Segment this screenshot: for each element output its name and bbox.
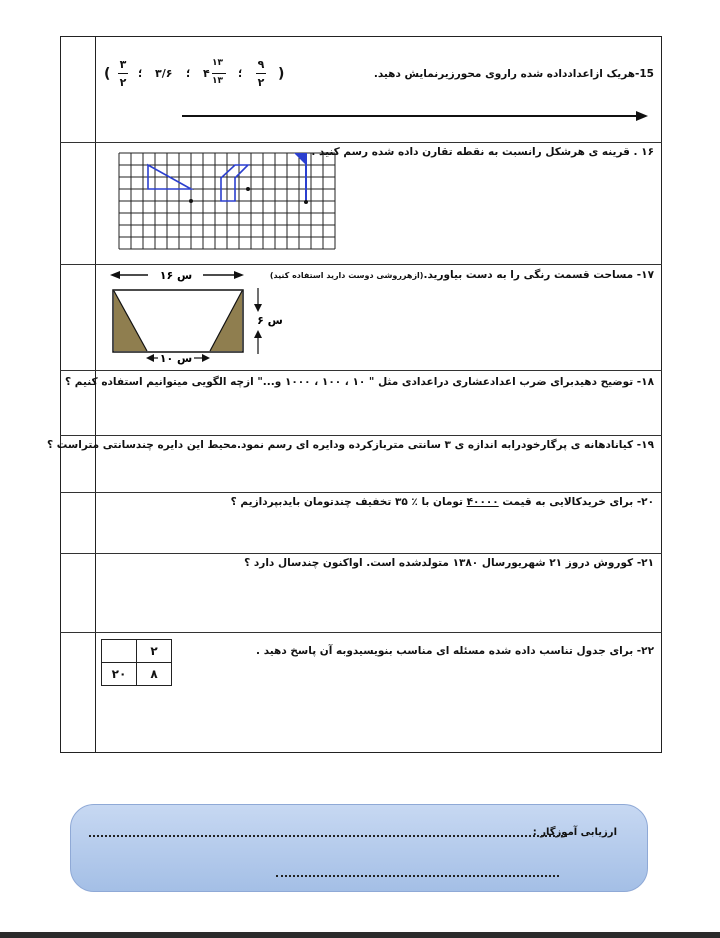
symmetry-point	[246, 187, 250, 191]
fraction-bar	[212, 73, 226, 74]
separator: ؛	[138, 67, 143, 80]
fraction-bar	[256, 73, 266, 74]
row-divider	[60, 632, 662, 633]
trapezoid-figure	[108, 264, 283, 368]
symmetry-point	[189, 199, 193, 203]
mixed-whole: ۴	[203, 67, 210, 80]
question-20-price: ۴۰۰۰۰	[466, 496, 499, 508]
symmetry-point	[304, 200, 308, 204]
question-22: ۲۲- برای جدول تناسب داده شده مسئله ای مناسب بنویسیدوبه آن پاسخ دهید .	[256, 645, 654, 657]
row-divider	[60, 435, 662, 436]
separator: ؛	[238, 67, 243, 80]
question-21: ۲۱- کوروش دروز ۲۱ شهریورسال ۱۳۸۰ متولدشده است. اواکنون چندسال دارد ؟	[244, 557, 654, 569]
pentagon-shape	[221, 165, 248, 201]
table-cell: ۲	[137, 640, 172, 663]
paren-close: )	[278, 66, 285, 82]
mixed-denominator: ۱۳	[212, 76, 223, 86]
question-17	[270, 269, 654, 281]
question-20-text: ۲۰- برای خریدکالایی به قیمت	[502, 496, 654, 508]
flag-shape	[294, 153, 306, 165]
row-divider	[60, 553, 662, 554]
table-cell: ۲۰	[102, 663, 137, 686]
table-cell: ۸	[137, 663, 172, 686]
question-18: ۱۸- توضیح دهیدبرای ضرب اعدادعشاری دراعدادی مثل " ۱۰ ، ۱۰۰ ، ۱۰۰۰ و..." ازچه الگویی میتوانیم استفاده کنیم ؟	[65, 376, 654, 388]
decimal-number: ۳/۶	[155, 67, 173, 80]
fraction-numerator: ۹	[257, 58, 265, 71]
number-line	[180, 110, 650, 122]
fraction-denominator: ۲	[257, 76, 265, 89]
bottom-dimension-label: ۱۰ س	[159, 352, 193, 365]
side-dimension-label: ۶ س	[257, 314, 283, 327]
question-17-hint: (ازهرروشی دوست دارید استفاده کنید)	[269, 271, 424, 280]
row-divider	[60, 142, 662, 143]
question-15: 15-هریک ازاعدادداده شده راروی محورزیرنمایش دهید.	[373, 68, 654, 80]
evaluation-dotted-line	[276, 875, 559, 877]
question-19: ۱۹- کیانادهانه ی پرگارخودرابه اندازه ی ۳ سانتی متربازکرده ودایره ای رسم نمود.محیط این دایره چندسانتی متراست ؟	[47, 439, 654, 451]
teacher-evaluation-box	[70, 804, 648, 892]
symmetry-grid	[118, 152, 336, 250]
bottom-border	[0, 932, 720, 938]
table-cell	[102, 640, 137, 663]
question-16: ۱۶ . قرینه ی هرشکل رانسبت به نقطه تقارن داده شده رسم کنید .	[311, 146, 654, 158]
top-dimension-label: ۱۶ س	[159, 269, 193, 282]
fraction-denominator: ۲	[119, 76, 127, 89]
q15-numbers	[100, 58, 290, 94]
score-column-line	[95, 36, 96, 753]
row-divider	[60, 370, 662, 371]
question-20	[231, 496, 654, 508]
mixed-numerator: ۱۳	[212, 58, 223, 68]
question-17-text: ۱۷- مساحت قسمت رنگی را به دست بیاورید.	[423, 269, 654, 281]
separator: ؛	[186, 67, 191, 80]
evaluation-dotted-line	[89, 835, 567, 837]
row-divider	[60, 492, 662, 493]
fraction-numerator: ۳	[119, 58, 127, 71]
fraction-bar	[118, 73, 128, 74]
proportion-table	[101, 639, 172, 686]
question-20-text-end: تومان با ٪ ۳۵ تخفیف چندتومان بایدبپردازیم ؟	[230, 496, 463, 508]
paren-open: (	[104, 66, 111, 82]
evaluation-label: ارزیابی آموزگار :	[532, 827, 617, 838]
